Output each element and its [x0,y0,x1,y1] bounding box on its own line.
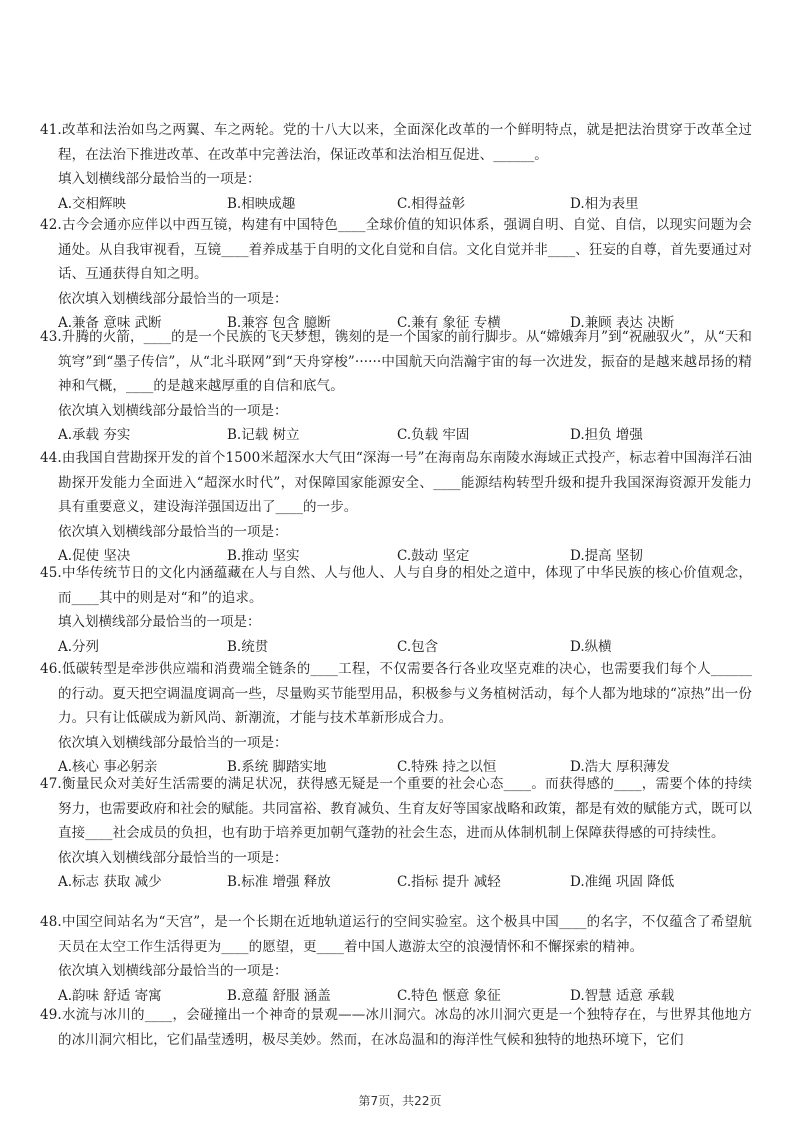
question-47 [40,772,752,895]
option-a[interactable]: A.承载 夯实 [58,427,131,443]
option-d[interactable]: D.相为表里 [570,195,639,212]
option-c[interactable]: C.兼有 象征 专横 [397,315,501,331]
option-a[interactable]: A.交相辉映 [58,195,127,212]
option-b[interactable]: B.相映成趣 [227,195,296,212]
question-44 [40,446,752,569]
option-c[interactable]: C.特色 惬意 象征 [397,987,501,1004]
option-b[interactable]: B.统贯 [227,638,269,655]
option-b[interactable]: B.标准 增强 释放 [227,874,331,890]
option-b[interactable]: B.意蕴 舒服 涵盖 [227,987,331,1004]
question-prompt: 依次填入划横线部分最恰当的一项是： [58,523,288,540]
option-c[interactable]: C.鼓动 坚定 [397,548,470,564]
question-prompt: 依次填入划横线部分最恰当的一项是： [58,734,288,751]
option-c[interactable]: C.相得益彰 [397,195,466,212]
question-stem: 47.衡量民众对美好生活需要的满足状况，获得感无疑是一个重要的社会心态____。而获得感的____，需要个体的持续努力，也需要政府和社会的赋能。共同富裕、教育减负、生育友好等国家战略和政策，都是有效的赋能方式，既可以直接____社会成员的负担，也有助于培养更加朝气蓬勃的社会生态，进而从体制机制上保障获得感的可持续性。 [40,776,752,841]
question-stem: 46.低碳转型是牵涉供应端和消费端全链条的____工程，不仅需要各行各业攻坚克难的决心，也需要我们每个人______的行动。夏天把空调温度调高一些，尽量购买节能型用品，积极参与义务植树活动，每个人都为地球的“凉热”出一份力。只有让低碳成为新风尚、新潮流，才能与技术革新形成合力。 [40,661,753,726]
question-43 [40,325,752,448]
option-b[interactable]: B.系统 脚踏实地 [227,759,327,775]
option-a[interactable]: A.促使 坚决 [58,548,131,564]
question-stem: 41.改革和法治如鸟之两翼、车之两轮。党的十八大以来，全面深化改革的一个鲜明特点，就是把法治贯穿于改革全过程，在法治下推进改革、在改革中完善法治，保证改革和法治相互促进、______。 [40,122,752,163]
question-stem: 49.水流与冰川的____，会碰撞出一个神奇的景观——冰川洞穴。冰岛的冰川洞穴更是一个独特存在，与世界其他地方的冰川洞穴相比，它们晶莹透明，极尽美妙。然而，在冰岛温和的海洋性气候和独特的地热环境下，它们 [40,1007,752,1048]
question-stem: 45.中华传统节日的文化内涵蕴藏在人与自然、人与他人、人与自身的相处之道中，体现了中华民族的核心价值观念，而____其中的则是对“和”的追求。 [40,565,752,606]
question-42 [40,213,752,336]
option-b[interactable]: B.兼容 包含 臆断 [227,315,331,331]
option-c[interactable]: C.特殊 持之以恒 [397,759,497,775]
question-stem: 42.古今会通亦应伴以中西互镜，构建有中国特色____全球价值的知识体系，强调自明、自觉、自信，以现实问题为会通处。从自我审视看，互镜____着养成基于自明的文化自觉和自信。文化自觉并非____、狂妄的自尊，首先要通过对话、互通获得自知之明。 [40,217,752,282]
options-row [40,635,752,660]
option-a[interactable]: A.韵味 舒适 寄寓 [58,987,162,1004]
question-stem: 44.由我国自营勘探开发的首个1500米超深水大气田“深海一号”在海南岛东南陵水海域正式投产，标志着中国海洋石油勘探开发能力全面进入“超深水时代”，对保障国家能源安全、____能源结构转型升级和提升我国深海资源开发能力具有重要意义，建设海洋强国迈出了____的一步。 [40,450,752,515]
question-prompt: 依次填入划横线部分最恰当的一项是： [58,402,288,419]
question-prompt: 依次填入划横线部分最恰当的一项是： [58,849,288,866]
page-number: 第7页，共22页 [358,1094,442,1108]
option-d[interactable]: D.担负 增强 [570,427,643,443]
option-a[interactable]: A.分列 [58,638,100,655]
options-row [40,423,752,448]
question-49 [40,1003,752,1052]
option-c[interactable]: C.包含 [397,638,439,655]
option-a[interactable]: A.标志 获取 减少 [58,874,162,890]
option-c[interactable]: C.负载 牢固 [397,427,470,443]
option-a[interactable]: A.兼备 意味 武断 [58,315,162,331]
options-row [40,870,752,895]
option-c[interactable]: C.指标 提升 减轻 [397,874,501,890]
question-prompt: 依次填入划横线部分最恰当的一项是： [58,963,288,979]
question-stem: 43.升腾的火箭，____的是一个民族的飞天梦想，镌刻的是一个国家的前行脚步。从“嫦娥奔月”到“祝融驭火”，从“天和筑穹”到“墨子传信”，从“北斗联网”到“天舟穿梭”······中国航天向浩瀚宇宙的每一次进发，振奋的是越来越昂扬的精神和气概，____的是越来越厚重的自信和底气。 [40,329,752,394]
option-d[interactable]: D.兼顾 表达 决断 [570,315,675,331]
question-stem: 48.中国空间站名为“天宫”，是一个长期在近地轨道运行的空间实验室。这个极具中国____的名字，不仅蕴含了希望航天员在太空工作生活得更为____的愿望，更____着中国人遨游太空的浪漫情怀和不懈探索的精神。 [40,914,752,955]
option-d[interactable]: D.提高 坚韧 [570,548,643,564]
option-b[interactable]: B.记载 树立 [227,427,300,443]
option-b[interactable]: B.推动 坚实 [227,548,300,564]
question-48 [40,910,752,1008]
question-prompt: 依次填入划横线部分最恰当的一项是： [58,290,288,307]
option-d[interactable]: D.纵横 [570,638,612,655]
option-d[interactable]: D.智慧 适意 承载 [570,987,675,1004]
option-a[interactable]: A.核心 事必躬亲 [58,759,158,775]
question-46 [40,657,752,780]
question-45 [40,561,752,659]
question-41 [40,118,752,216]
question-prompt: 填入划横线部分最恰当的一项是： [58,614,261,630]
option-d[interactable]: D.浩大 厚积薄发 [570,759,670,775]
question-prompt: 填入划横线部分最恰当的一项是： [58,171,261,187]
option-d[interactable]: D.准绳 巩固 降低 [570,874,675,890]
